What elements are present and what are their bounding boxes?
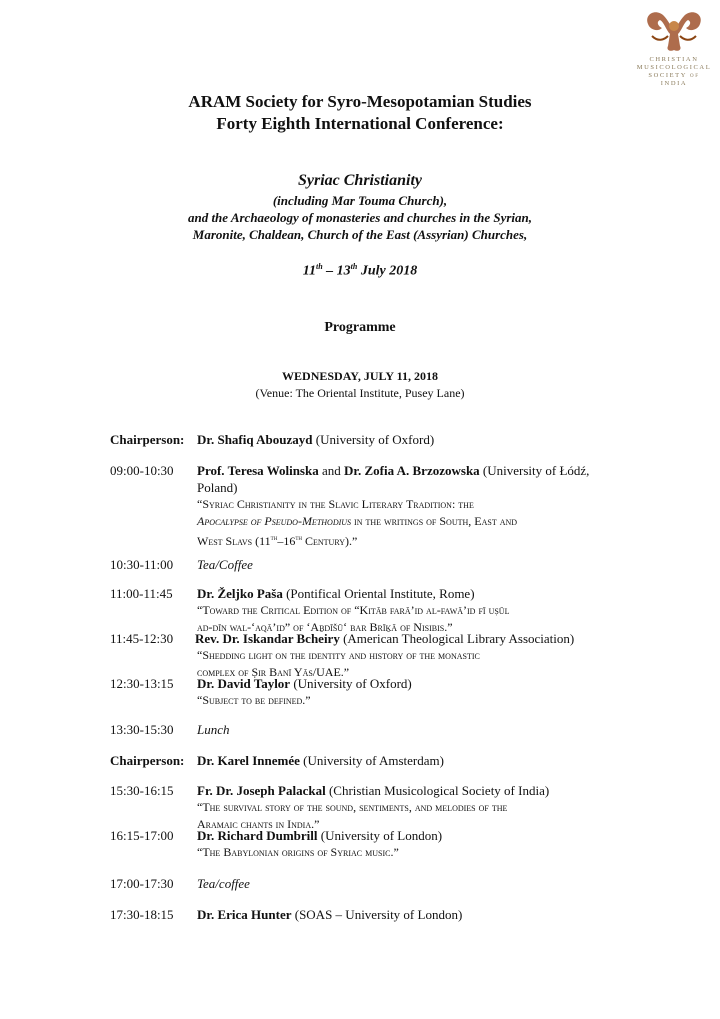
- venue: (Venue: The Oriental Institute, Pusey Lane): [255, 386, 465, 400]
- session-content: Prof. Teresa Wolinska and Dr. Zofia A. Brzozowska (University of Łódź, Poland) “Syriac Christianity in the Slavic Literary Tradition: the Apocalypse of Pseudo-Methodius in the writings of South, East and West Slavs (11th–16th Century).”: [197, 462, 615, 550]
- chairperson-name: Dr. Shafiq Abouzayd: [197, 432, 313, 447]
- break-label: Tea/Coffee: [197, 557, 253, 572]
- theme-subtitle-2: and the Archaeology of monasteries and churches in the Syrian,: [187, 210, 533, 225]
- angel-emblem-icon: [642, 6, 706, 56]
- theme-subtitle-3: Maronite, Chaldean, Church of the East (Assyrian) Churches,: [192, 227, 528, 242]
- day-heading: WEDNESDAY, JULY 11, 2018: [282, 369, 438, 383]
- chairperson-info: Dr. Shafiq Abouzayd (University of Oxford): [197, 432, 435, 447]
- programme-heading: Programme: [324, 320, 396, 335]
- conference-dates: 11th – 13th July 2018: [302, 262, 418, 279]
- theme-title: Syriac Christianity: [297, 172, 423, 189]
- society-logo: [634, 6, 714, 94]
- session-time: 09:00-10:30: [110, 463, 174, 478]
- chairperson-label: Chairperson:: [110, 432, 185, 447]
- talk-title-line-1: “Syriac Christianity in the Slavic Literary Tradition: the: [197, 497, 474, 511]
- logo-line-3: SOCIETY of INDIA: [648, 72, 700, 87]
- logo-line-1: CHRISTIAN: [649, 56, 699, 63]
- logo-line-2: MUSICOLOGICAL: [636, 64, 712, 71]
- theme-subtitle-1: (including Mar Touma Church),: [272, 193, 448, 208]
- conference-title: Forty Eighth International Conference:: [216, 114, 504, 133]
- society-title: ARAM Society for Syro-Mesopotamian Studies: [188, 92, 532, 111]
